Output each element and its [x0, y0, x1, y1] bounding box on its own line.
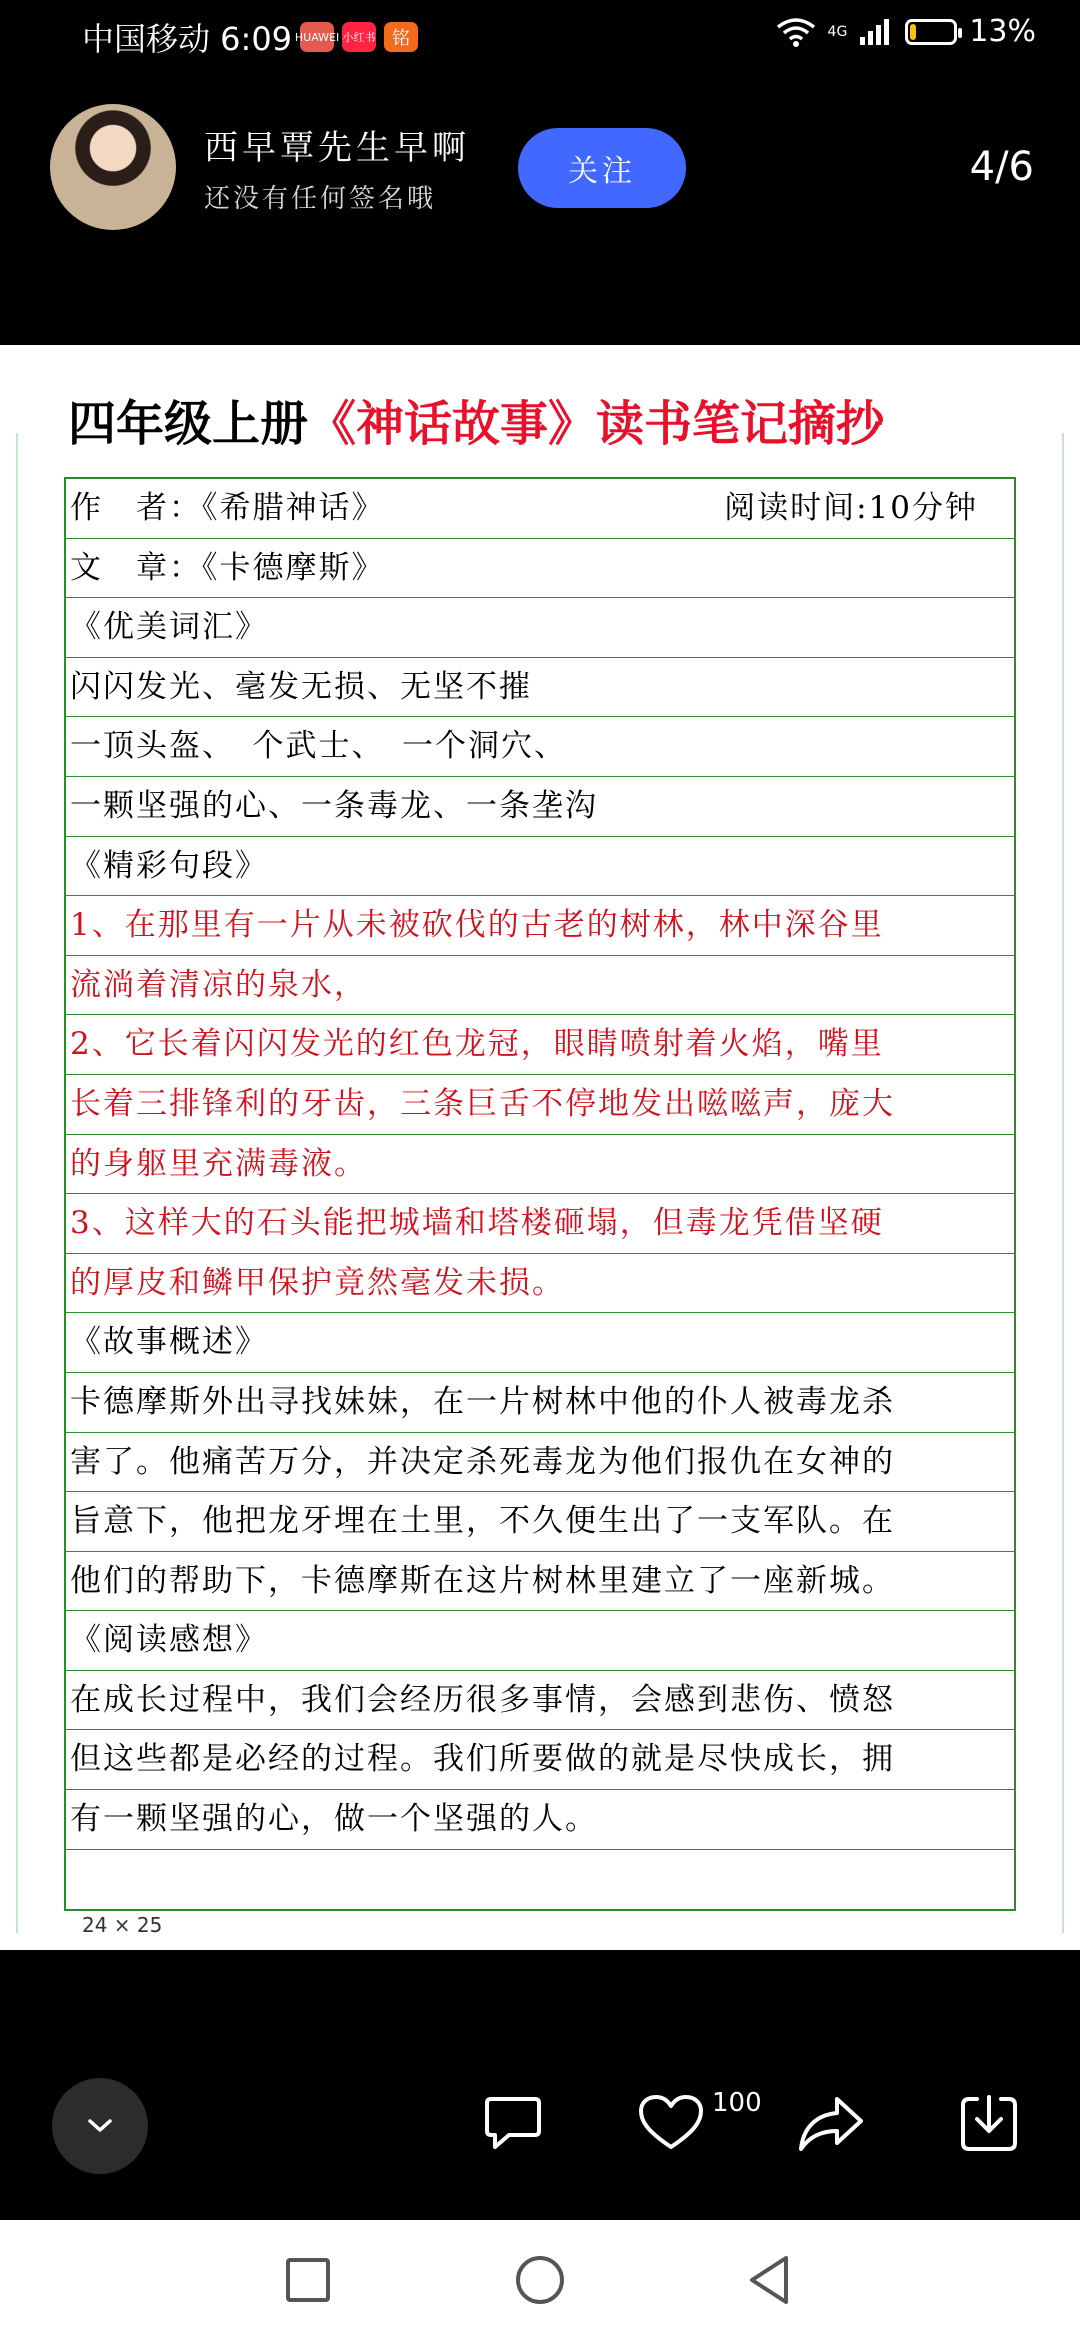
page-edge-right [1062, 433, 1064, 1933]
download-button[interactable] [954, 2088, 1024, 2158]
note-row: 《精彩句段》 [66, 837, 1014, 897]
note-row: 长着三排锋利的牙齿，三条巨舌不停地发出嗞嗞声，庞大 [66, 1075, 1014, 1135]
square-icon [284, 2256, 332, 2304]
note-row: 一顶头盔、 个武士、 一个洞穴、 [66, 717, 1014, 777]
notes-grid [64, 477, 1016, 1911]
wifi-icon [776, 17, 816, 47]
battery-percent: 13% [969, 14, 1036, 49]
user-bio: 还没有任何签名哦 [204, 184, 437, 214]
like-count: 100 [712, 2088, 762, 2118]
note-row: 害了。他痛苦万分，并决定杀死毒龙为他们报仇在女神的 [66, 1433, 1014, 1493]
signal-icon [859, 17, 893, 47]
comment-icon [481, 2093, 545, 2153]
system-nav-bar [0, 2220, 1080, 2340]
battery-level-fill [910, 24, 916, 40]
author-row [66, 479, 1014, 539]
reading-time: 阅读时间:10分钟 [724, 490, 978, 526]
note-row: 的厚皮和鳞甲保护竟然毫发未损。 [66, 1254, 1014, 1314]
battery-icon [905, 19, 957, 45]
post-image[interactable] [0, 345, 1080, 1950]
note-row: 《故事概述》 [66, 1313, 1014, 1373]
note-row: 卡德摩斯外出寻找妹妹，在一片树林中他的仆人被毒龙杀 [66, 1373, 1014, 1433]
download-icon [957, 2091, 1021, 2155]
note-row: 流淌着清凉的泉水， [66, 956, 1014, 1016]
size-label: 24 × 25 [82, 1913, 163, 1937]
huawei-app-icon: HUAWEI [300, 22, 334, 52]
note-row: 《阅读感想》 [66, 1611, 1014, 1671]
title-book: 《神话故事》 [308, 396, 597, 452]
note-row: 一颗坚强的心、一条毒龙、一条垄沟 [66, 777, 1014, 837]
xiaohongshu-app-icon: 小红书 [342, 22, 376, 52]
note-row: 他们的帮助下，卡德摩斯在这片树林里建立了一座新城。 [66, 1552, 1014, 1612]
circle-icon [514, 2254, 566, 2306]
post-header [0, 100, 1080, 230]
note-row: 旨意下，他把龙牙埋在土里，不久便生出了一支军队。在 [66, 1492, 1014, 1552]
note-row [66, 1850, 1014, 1910]
share-icon [797, 2093, 865, 2153]
back-triangle-icon [746, 2254, 794, 2306]
note-row: 2、它长着闪闪发光的红色龙冠，眼睛喷射着火焰，嘴里 [66, 1015, 1014, 1075]
recents-button[interactable] [278, 2250, 338, 2310]
doc-title [68, 385, 884, 454]
chevron-down-icon [84, 2116, 116, 2136]
like-button[interactable] [636, 2088, 706, 2158]
note-row: 的身躯里充满毒液。 [66, 1135, 1014, 1195]
note-row: 《优美词汇》 [66, 598, 1014, 658]
home-button[interactable] [510, 2250, 570, 2310]
page-counter: 4/6 [969, 144, 1034, 190]
title-suffix: 读书笔记摘抄 [596, 396, 885, 452]
note-row: 文 章：《卡德摩斯》 [66, 539, 1014, 599]
note-row: 但这些都是必经的过程。我们所要做的就是尽快成长，拥 [66, 1730, 1014, 1790]
network-type: 4G [827, 23, 848, 40]
note-row: 有一颗坚强的心，做一个坚强的人。 [66, 1790, 1014, 1850]
comment-button[interactable] [478, 2088, 548, 2158]
back-button[interactable] [740, 2250, 800, 2310]
note-row: 在成长过程中，我们会经历很多事情，会感到悲伤、愤怒 [66, 1671, 1014, 1731]
page-edge-left [16, 433, 18, 1933]
collapse-button[interactable] [52, 2078, 148, 2174]
note-row: 1、在那里有一片从未被砍伐的古老的树林，林中深谷里 [66, 896, 1014, 956]
app-icon: 铭 [384, 22, 418, 52]
status-bar [0, 0, 1080, 72]
author-line: 作 者：《希腊神话》 [70, 490, 385, 526]
title-prefix: 四年级上册 [68, 396, 309, 452]
share-button[interactable] [796, 2088, 866, 2158]
note-row: 闪闪发光、毫发无损、无坚不摧 [66, 658, 1014, 718]
user-name[interactable]: 西早覃先生早啊 [204, 128, 470, 168]
note-row: 3、这样大的石头能把城墙和塔楼砸塌，但毒龙凭借坚硬 [66, 1194, 1014, 1254]
carrier-time: 中国移动 6:09 [82, 20, 293, 58]
avatar[interactable] [50, 104, 176, 230]
follow-button[interactable]: 关注 [518, 128, 686, 208]
heart-icon [637, 2093, 705, 2153]
